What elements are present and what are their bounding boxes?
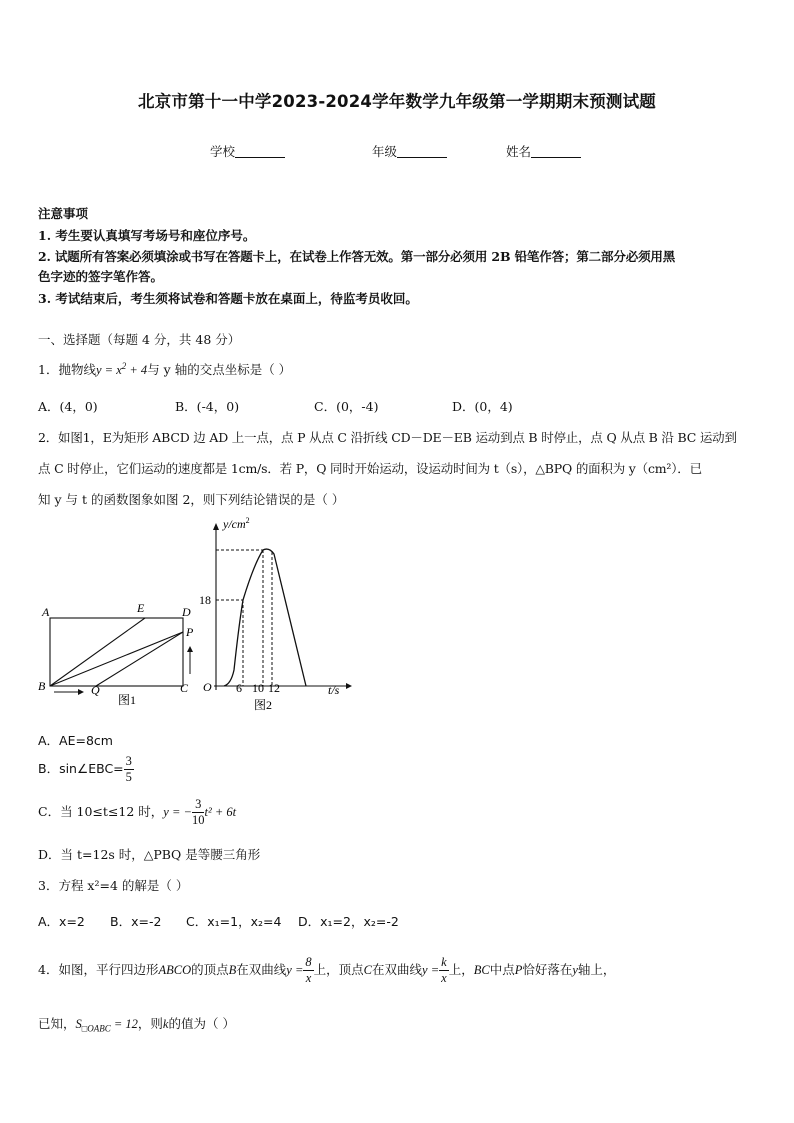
question-3-stem: 3．方程 x²=4 的解是（ ） bbox=[38, 878, 189, 893]
label-q: Q bbox=[91, 683, 100, 697]
question-4-stem-line: 4．如图，平行四边形ABCO的顶点B在双曲线y = $\frac{8}{x}$ 上，顶点C在双曲线y = $\frac{k}{x}$ 上，BC中点P恰好落在y轴上， bbox=[38, 955, 616, 985]
name-label: 姓名 bbox=[506, 144, 532, 159]
x-tick-12: 12 bbox=[268, 681, 280, 695]
label-a: A bbox=[42, 605, 50, 619]
grade-label: 年级 bbox=[372, 144, 398, 159]
q2-option-a[interactable]: A．AE=8cm bbox=[38, 733, 113, 748]
question-1-stem: 1．抛物线$y = x^2 + 4$与 y 轴的交点坐标是（ ） bbox=[38, 360, 292, 377]
notice-heading: 注意事项 bbox=[38, 206, 89, 221]
label-p: P bbox=[186, 625, 194, 639]
function-curve bbox=[224, 549, 306, 686]
q3-option-d[interactable]: D．x₁=2，x₂=-2 bbox=[298, 914, 399, 929]
q1-option-b[interactable]: B．(-4，0) bbox=[175, 399, 240, 414]
q3-option-a[interactable]: A．x=2 bbox=[38, 914, 85, 929]
q1-option-c[interactable]: C．(0，-4) bbox=[314, 399, 379, 414]
q2-option-c[interactable]: C．当 10≤t≤12 时，y = − $\frac{3}{10}$ t² + 6t bbox=[38, 797, 237, 827]
section-heading: 一、选择题（每题 4 分，共 48 分） bbox=[38, 332, 241, 347]
label-c: C bbox=[180, 681, 189, 695]
notice-item: 2. 试题所有答案必须填涂或书写在答题卡上，在试卷上作答无效。第一部分必须用 2B 铅笔作答；第二部分必须用黑 bbox=[38, 249, 676, 264]
name-field[interactable] bbox=[506, 142, 581, 160]
school-label: 学校 bbox=[210, 144, 236, 159]
arrow-up-icon bbox=[187, 646, 193, 652]
y-axis-arrow-icon bbox=[213, 523, 219, 530]
question-2-stem-line: 点 C 时停止，它们运动的速度都是 1cm/s．若 P，Q 同时开始运动，设运动时间为 t（s），△BPQ 的面积为 y（cm²）．已 bbox=[38, 461, 702, 476]
x-tick-6: 6 bbox=[236, 681, 242, 695]
page-title: 北京市第十一中学2023-2024学年数学九年级第一学期期末预测试题 bbox=[138, 92, 656, 111]
grade-blank[interactable] bbox=[397, 145, 447, 158]
q3-option-b[interactable]: B．x=-2 bbox=[110, 914, 162, 929]
figure-1-rectangle bbox=[50, 618, 193, 695]
y-tick-18: 18 bbox=[199, 593, 211, 607]
question-2-figures bbox=[34, 514, 354, 714]
school-blank[interactable] bbox=[235, 145, 285, 158]
figure-1-caption: 图1 bbox=[118, 693, 137, 707]
x-axis-label: t/s bbox=[328, 683, 340, 697]
school-field[interactable] bbox=[210, 142, 285, 160]
arrow-right-icon bbox=[78, 689, 84, 695]
q2-option-b[interactable]: B．sin∠EBC= $\frac{3}{5}$ bbox=[38, 754, 132, 784]
label-d: D bbox=[182, 605, 191, 619]
x-axis-arrow-icon bbox=[346, 683, 352, 689]
notice-item: 1. 考生要认真填写考场号和座位序号。 bbox=[38, 228, 256, 243]
segment-bp bbox=[50, 632, 183, 686]
q2-option-d[interactable]: D．当 t=12s 时，△PBQ 是等腰三角形 bbox=[38, 847, 261, 862]
question-2-stem-line: 2．如图1，E为矩形 ABCD 边 AD 上一点，点 P 从点 C 沿折线 CD－DE－EB 运动到点 B 时停止，点 Q 从点 B 沿 BC 运动到 bbox=[38, 430, 737, 445]
y-axis-label: $y/cm^2$ bbox=[223, 516, 250, 531]
question-2-stem-line: 知 y 与 t 的函数图象如图 2，则下列结论错误的是（ ） bbox=[38, 492, 345, 507]
segment-qp bbox=[96, 632, 183, 686]
label-b: B bbox=[38, 679, 46, 693]
q3-option-c[interactable]: C．x₁=1，x₂=4 bbox=[186, 914, 282, 929]
grade-field[interactable] bbox=[372, 142, 447, 160]
q1-option-d[interactable]: D．(0，4) bbox=[452, 399, 513, 414]
figure-2-graph bbox=[213, 523, 352, 690]
origin-label: O bbox=[203, 680, 212, 694]
x-tick-10: 10 bbox=[252, 681, 264, 695]
notice-item: 3. 考试结束后，考生须将试卷和答题卡放在桌面上，待监考员收回。 bbox=[38, 291, 418, 306]
segment-eb bbox=[50, 618, 145, 686]
label-e: E bbox=[137, 601, 145, 615]
q1-option-a[interactable]: A．(4，0) bbox=[38, 399, 98, 414]
question-4-stem-line: 已知，$S_{□OABC} = 12$，则k的值为（ ） bbox=[38, 1016, 235, 1034]
notice-item: 色字迹的签字笔作答。 bbox=[38, 269, 164, 284]
figure-2-caption: 图2 bbox=[254, 698, 273, 712]
name-blank[interactable] bbox=[531, 145, 581, 158]
